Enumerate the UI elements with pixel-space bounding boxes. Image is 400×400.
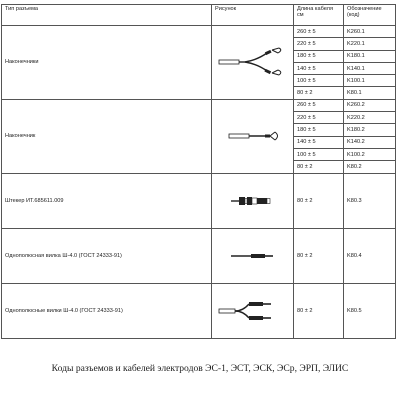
plug-picture	[212, 173, 294, 228]
group2-length-4: 140 ± 5	[294, 136, 344, 148]
group2-code-6: K80.2	[344, 161, 396, 173]
single-lug-cable-icon	[217, 129, 289, 143]
header-length-line2: см	[297, 12, 304, 18]
header-picture: Рисунок	[212, 5, 294, 26]
header-code	[344, 5, 396, 26]
group1-code-3: K180.1	[344, 50, 396, 62]
group1-picture	[212, 26, 294, 100]
group1-length-5: 100 ± 5	[294, 75, 344, 87]
group2-code-5: K100.2	[344, 148, 396, 160]
table-row	[2, 228, 396, 283]
group2-length-2: 220 ± 5	[294, 112, 344, 124]
single-pin-length: 80 ± 2	[294, 228, 344, 283]
plug-connector-icon	[221, 194, 285, 208]
group1-code-4: K140.1	[344, 62, 396, 74]
group1-length-6: 80 ± 2	[294, 87, 344, 99]
double-pin-length: 80 ± 2	[294, 283, 344, 338]
double-pin-plug-icon	[217, 299, 289, 323]
header-row	[2, 5, 396, 26]
single-pin-plug-icon	[221, 251, 285, 261]
group1-type: Наконечники	[2, 26, 212, 100]
group2-length-1: 260 ± 5	[294, 99, 344, 111]
group1-code-1: K260.1	[344, 26, 396, 38]
group1-code-5: K100.1	[344, 75, 396, 87]
table-caption: Коды разъемов и кабелей электродов ЭС-1, ЭСТ, ЭСК, ЭСр, ЭРП, ЭЛИС	[51, 363, 349, 374]
header-type: Тип разъема	[2, 5, 212, 26]
group2-code-4: K140.2	[344, 136, 396, 148]
single-pin-picture	[212, 228, 294, 283]
group2-type: Наконечник	[2, 99, 212, 173]
two-lug-cable-icon	[217, 47, 289, 77]
table-row	[2, 283, 396, 338]
group2-length-3: 180 ± 5	[294, 124, 344, 136]
double-pin-picture	[212, 283, 294, 338]
group2-length-6: 80 ± 2	[294, 161, 344, 173]
plug-type: Штекер ИТ.685611.009	[2, 173, 212, 228]
single-pin-code: K80.4	[344, 228, 396, 283]
group1-code-2: K220.1	[344, 38, 396, 50]
group1-code-6: K80.1	[344, 87, 396, 99]
double-pin-type: Однополюсные вилки Ш-4.0 (ГОСТ 24333-91)	[2, 283, 212, 338]
single-pin-type: Однополюсная вилка Ш-4.0 (ГОСТ 24333-91)	[2, 228, 212, 283]
table-row	[2, 99, 396, 111]
group2-picture	[212, 99, 294, 173]
group1-length-1: 260 ± 5	[294, 26, 344, 38]
header-code-line1: Обозначение	[347, 6, 382, 12]
group1-length-2: 220 ± 5	[294, 38, 344, 50]
plug-length: 80 ± 2	[294, 173, 344, 228]
double-pin-code: K80.5	[344, 283, 396, 338]
header-length-line1: Длина кабеля	[297, 6, 333, 12]
group2-code-1: K260.2	[344, 99, 396, 111]
connector-codes-table	[1, 4, 396, 339]
plug-code: K80.3	[344, 173, 396, 228]
group2-length-5: 100 ± 5	[294, 148, 344, 160]
group1-length-4: 140 ± 5	[294, 62, 344, 74]
header-code-line2: (код)	[347, 12, 360, 18]
group2-code-2: K220.2	[344, 112, 396, 124]
table-row	[2, 173, 396, 228]
group2-code-3: K180.2	[344, 124, 396, 136]
table-row	[2, 26, 396, 38]
header-length	[294, 5, 344, 26]
group1-length-3: 180 ± 5	[294, 50, 344, 62]
